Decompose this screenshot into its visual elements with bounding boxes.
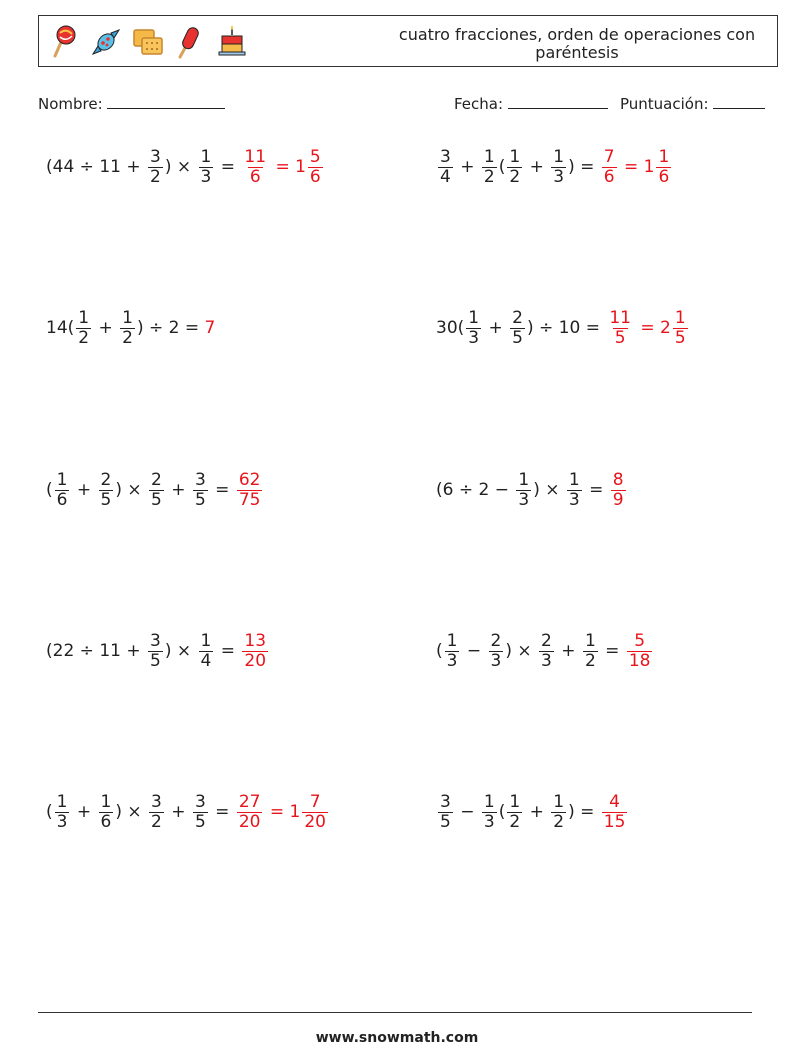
denominator: 3 <box>468 327 480 348</box>
header-box <box>38 15 778 67</box>
fraction <box>193 471 208 509</box>
fraction <box>567 471 582 509</box>
expression-text: ) ÷ 2 = <box>136 318 205 338</box>
expression-text: ( <box>436 641 443 661</box>
expression-text: ( <box>498 802 506 822</box>
fraction <box>149 471 164 509</box>
denominator: 9 <box>612 489 624 510</box>
expression-text: ) × <box>533 480 565 500</box>
denominator: 3 <box>553 166 565 187</box>
numerator: 1 <box>483 146 495 167</box>
biscuits-icon <box>131 24 165 60</box>
expression-text: + <box>524 157 550 177</box>
fraction <box>551 148 566 186</box>
numerator: 5 <box>309 146 321 167</box>
answer-fraction <box>627 632 653 670</box>
worksheet-title: cuatro fracciones, orden de operaciones con paréntesis <box>398 25 756 62</box>
expression-text: ( <box>498 157 506 177</box>
fraction <box>438 148 453 186</box>
numerator: 1 <box>200 146 212 167</box>
numerator: 11 <box>244 146 267 167</box>
numerator: 7 <box>309 791 321 812</box>
fraction <box>99 471 114 509</box>
numerator: 4 <box>609 791 620 812</box>
answer-fraction <box>308 148 323 186</box>
numerator: 1 <box>658 146 670 167</box>
numerator: 8 <box>612 469 624 490</box>
denominator: 6 <box>56 489 68 510</box>
fraction <box>583 632 598 670</box>
numerator: 7 <box>603 146 615 167</box>
denominator: 3 <box>446 650 458 671</box>
denominator: 6 <box>100 811 112 832</box>
numerator: 1 <box>56 791 68 812</box>
fraction <box>55 793 70 831</box>
expression-text: + <box>165 480 191 500</box>
denominator: 5 <box>150 650 161 671</box>
date-label: Fecha: <box>454 95 504 113</box>
denominator: 20 <box>244 650 267 671</box>
numerator: 1 <box>584 630 596 651</box>
expression-text: ) × <box>115 480 148 500</box>
expression-text: ) = <box>568 802 600 822</box>
answer-text: 7 <box>204 318 216 338</box>
denominator: 3 <box>56 811 68 832</box>
numerator: 1 <box>122 307 133 328</box>
denominator: 2 <box>483 166 495 187</box>
fraction <box>199 632 214 670</box>
numerator: 3 <box>150 630 161 651</box>
denominator: 5 <box>440 811 451 832</box>
expression-text: + <box>71 802 97 822</box>
expression-text: − <box>454 802 480 822</box>
fraction <box>199 148 214 186</box>
answer-text: = 1 <box>264 802 301 822</box>
denominator: 3 <box>518 489 530 510</box>
denominator: 6 <box>309 166 321 187</box>
expression-text: (22 ÷ 11 + <box>46 641 146 661</box>
footer-divider <box>38 1012 752 1013</box>
expression-text: + <box>71 480 97 500</box>
numerator: 62 <box>238 469 261 490</box>
numerator: 2 <box>100 469 112 490</box>
fraction <box>482 148 497 186</box>
answer-text: = 1 <box>618 157 655 177</box>
denominator: 4 <box>440 166 451 187</box>
numerator: 1 <box>509 791 521 812</box>
score-blank <box>713 94 765 109</box>
expression-text: + <box>555 641 581 661</box>
answer-fraction <box>242 148 268 186</box>
numerator: 1 <box>509 146 521 167</box>
expression-text: ( <box>46 802 53 822</box>
denominator: 5 <box>151 489 162 510</box>
denominator: 3 <box>541 650 552 671</box>
denominator: 2 <box>150 166 161 187</box>
expression-text: (44 ÷ 11 + <box>46 157 146 177</box>
expression-text: ) × <box>164 641 197 661</box>
fraction <box>551 793 566 831</box>
problem-6 <box>436 460 628 520</box>
fraction <box>148 632 163 670</box>
numerator: 27 <box>238 791 261 812</box>
denominator: 2 <box>78 327 90 348</box>
answer-fraction <box>611 471 626 509</box>
fraction <box>193 793 208 831</box>
header-icons <box>47 22 249 62</box>
answer-fraction <box>602 793 628 831</box>
fraction <box>507 148 522 186</box>
denominator: 5 <box>194 489 206 510</box>
footer-site: www.snowmath.com <box>315 1030 479 1046</box>
numerator: 1 <box>100 791 112 812</box>
answer-text: = 1 <box>270 157 306 177</box>
answer-text: = 2 <box>635 318 671 338</box>
expression-text: = <box>215 641 241 661</box>
problem-7 <box>46 621 270 681</box>
denominator: 2 <box>509 166 521 187</box>
denominator: 3 <box>483 811 495 832</box>
numerator: 1 <box>56 469 68 490</box>
denominator: 6 <box>603 166 615 187</box>
expression-text: = <box>583 480 609 500</box>
problem-10 <box>436 782 629 842</box>
numerator: 3 <box>151 791 162 812</box>
expression-text: = <box>599 641 625 661</box>
numerator: 2 <box>512 307 523 328</box>
numerator: 1 <box>78 307 90 328</box>
denominator: 5 <box>100 489 112 510</box>
numerator: 1 <box>446 630 458 651</box>
expression-text: 30( <box>436 318 465 338</box>
numerator: 5 <box>634 630 646 651</box>
expression-text: + <box>524 802 550 822</box>
fraction <box>99 793 114 831</box>
name-label: Nombre: <box>38 95 103 113</box>
expression-text: ) × <box>505 641 538 661</box>
numerator: 1 <box>518 469 530 490</box>
answer-fraction <box>673 309 688 347</box>
answer-fraction <box>242 632 268 670</box>
candy-icon <box>89 24 123 60</box>
numerator: 1 <box>553 791 565 812</box>
name-field <box>38 94 225 113</box>
answer-fraction <box>302 793 328 831</box>
denominator: 2 <box>584 650 596 671</box>
problem-1 <box>46 137 325 197</box>
denominator: 5 <box>614 327 626 348</box>
numerator: 2 <box>541 630 552 651</box>
name-blank <box>107 94 225 109</box>
fraction <box>445 632 460 670</box>
numerator: 1 <box>200 630 212 651</box>
expression-text: ) ÷ 10 = <box>526 318 606 338</box>
numerator: 3 <box>440 146 451 167</box>
expression-text: 14( <box>46 318 75 338</box>
denominator: 20 <box>238 811 261 832</box>
denominator: 20 <box>304 811 326 832</box>
numerator: 13 <box>244 630 267 651</box>
expression-text: ) × <box>115 802 148 822</box>
answer-fraction <box>237 793 263 831</box>
expression-text: = <box>209 802 235 822</box>
lollipop-icon <box>47 24 81 60</box>
answer-fraction <box>237 471 263 509</box>
denominator: 2 <box>122 327 133 348</box>
expression-text: + <box>165 802 191 822</box>
popsicle-icon <box>173 24 207 60</box>
score-label: Puntuación: <box>620 95 709 113</box>
denominator: 3 <box>200 166 212 187</box>
numerator: 1 <box>674 307 686 328</box>
denominator: 2 <box>151 811 162 832</box>
answer-fraction <box>656 148 671 186</box>
numerator: 3 <box>440 791 451 812</box>
fraction <box>148 148 163 186</box>
fraction <box>489 632 504 670</box>
expression-text: + <box>454 157 480 177</box>
fraction <box>149 793 164 831</box>
denominator: 2 <box>509 811 521 832</box>
numerator: 1 <box>468 307 480 328</box>
denominator: 3 <box>568 489 580 510</box>
numerator: 11 <box>609 307 631 328</box>
fraction <box>516 471 531 509</box>
numerator: 1 <box>483 791 495 812</box>
denominator: 2 <box>553 811 565 832</box>
fraction <box>120 309 135 347</box>
expression-text: = <box>209 480 235 500</box>
expression-text: − <box>461 641 487 661</box>
date-field <box>454 94 608 113</box>
denominator: 5 <box>674 327 686 348</box>
fraction <box>438 793 453 831</box>
numerator: 3 <box>150 146 161 167</box>
denominator: 18 <box>628 650 651 671</box>
fraction <box>76 309 91 347</box>
expression-text: ( <box>46 480 53 500</box>
fraction <box>466 309 481 347</box>
numerator: 1 <box>553 146 565 167</box>
problem-9 <box>46 782 330 842</box>
denominator: 5 <box>194 811 206 832</box>
expression-text: + <box>93 318 119 338</box>
problem-2 <box>436 137 673 197</box>
denominator: 3 <box>490 650 502 671</box>
problem-5 <box>46 460 264 520</box>
fraction <box>55 471 70 509</box>
expression-text: ) = <box>568 157 600 177</box>
fraction <box>539 632 554 670</box>
denominator: 5 <box>512 327 523 348</box>
score-field <box>620 94 765 113</box>
fraction <box>507 793 522 831</box>
problem-8 <box>436 621 654 681</box>
denominator: 75 <box>238 489 261 510</box>
problem-4 <box>436 298 690 358</box>
answer-fraction <box>602 148 617 186</box>
cake-icon <box>215 24 249 60</box>
expression-text: = <box>215 157 241 177</box>
denominator: 4 <box>200 650 212 671</box>
numerator: 3 <box>194 469 206 490</box>
denominator: 15 <box>603 811 626 832</box>
denominator: 6 <box>658 166 670 187</box>
fraction <box>482 793 497 831</box>
answer-fraction <box>607 309 633 347</box>
date-blank <box>508 94 608 109</box>
expression-text: + <box>483 318 509 338</box>
numerator: 3 <box>194 791 206 812</box>
expression-text: ) × <box>164 157 197 177</box>
numerator: 2 <box>151 469 162 490</box>
numerator: 2 <box>490 630 502 651</box>
problem-3 <box>46 298 215 358</box>
expression-text: (6 ÷ 2 − <box>436 480 515 500</box>
fraction <box>510 309 525 347</box>
denominator: 6 <box>249 166 261 187</box>
numerator: 1 <box>568 469 580 490</box>
